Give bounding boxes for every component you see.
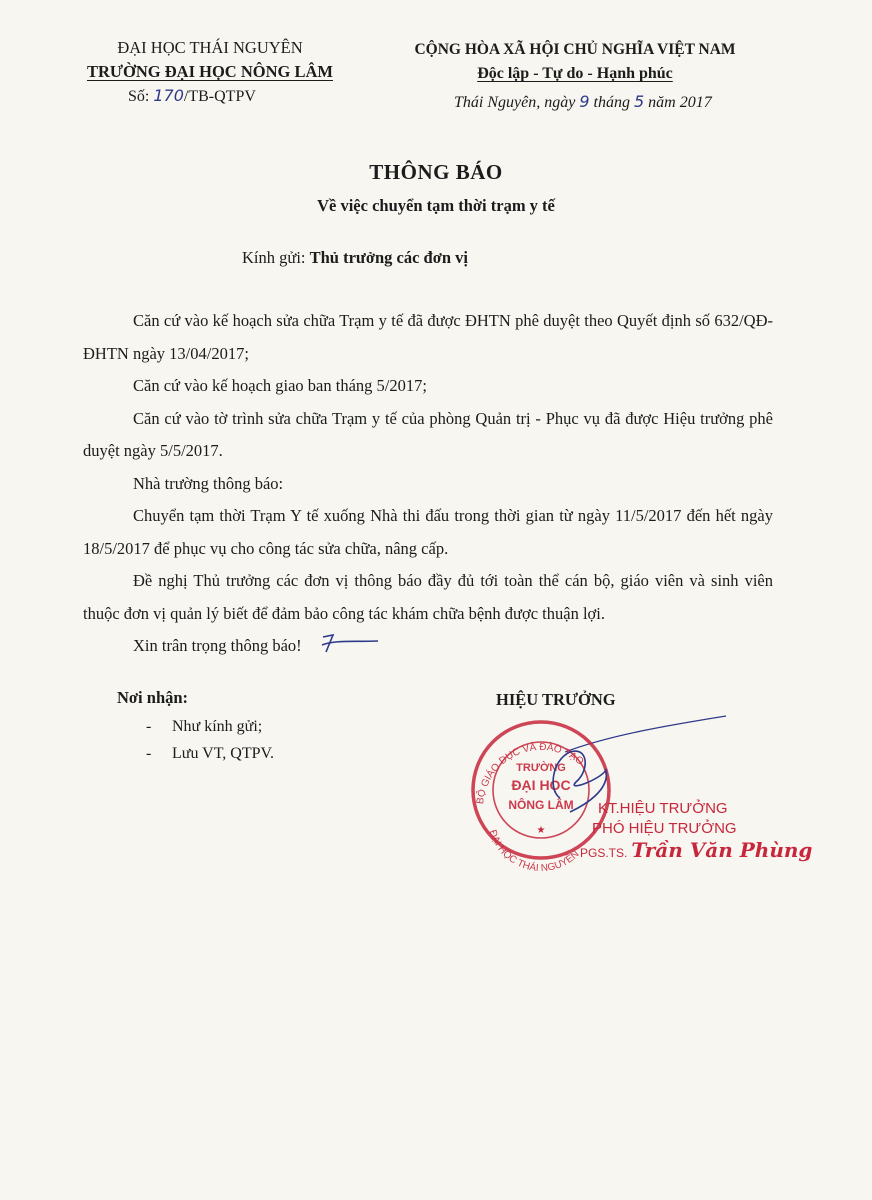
recipients-title: Nơi nhận:: [117, 688, 189, 707]
recipients-item-label: Như kính gửi;: [172, 718, 263, 735]
number-prefix: Số:: [128, 88, 150, 105]
recipients-dash: -: [146, 745, 152, 762]
body-paragraph-5: Chuyển tạm thời Trạm Y tế xuống Nhà thi đấu trong thời gian từ ngày 11/5/2017 đến hết ngày 18/5/2017 để phục vụ cho công tác sửa chữa, nâng cấp.: [83, 506, 773, 558]
body-paragraph-7: Xin trân trọng thông báo!: [133, 636, 302, 655]
recipients-item-label: Lưu VT, QTPV.: [172, 745, 275, 762]
body-paragraph-6: Đề nghị Thủ trưởng các đơn vị thông báo đầy đủ tới toàn thể cán bộ, giáo viên và sinh viên thuộc đơn vị quản lý biết để đảm bảo công tác khám chữa bệnh được thuận lợi.: [83, 571, 773, 623]
svg-text:★: ★: [536, 825, 546, 836]
seal-line-2: ĐẠI HỌC: [511, 777, 571, 793]
month-label: tháng: [593, 94, 630, 111]
signature-name: Trần Văn Phùng: [631, 838, 813, 862]
recipient-value: Thủ trưởng các đơn vị: [309, 248, 468, 267]
national-motto: Độc lập - Tự do - Hạnh phúc: [477, 65, 673, 82]
country-name: CỘNG HÒA XÃ HỘI CHỦ NGHĨA VIỆT NAM: [414, 41, 736, 58]
number-suffix: /TB-QTPV: [183, 88, 256, 105]
recipient-label: Kính gửi:: [242, 248, 306, 267]
date-day-handwritten: 9: [579, 92, 590, 111]
seal-outer-text: BỘ GIÁO DỤC VÀ ĐÀO TẠO: [475, 741, 586, 805]
seal-bottom-text: ĐẠI HỌC THÁI NGUYÊN: [486, 828, 582, 875]
document-title: THÔNG BÁO: [369, 160, 503, 184]
number-handwritten: 170: [153, 86, 184, 105]
body-paragraph-1: Căn cứ vào kế hoạch sửa chữa Trạm y tế đã được ĐHTN phê duyệt theo Quyết định số 632/QĐ-ĐHTN ngày 13/04/2017;: [83, 311, 773, 363]
document-subtitle: Về việc chuyển tạm thời trạm y tế: [317, 196, 555, 215]
signature-role: PHÓ HIỆU TRƯỞNG: [592, 820, 737, 837]
signature-title: HIỆU TRƯỞNG: [496, 690, 616, 709]
year-label: năm 2017: [648, 94, 712, 111]
school-name: TRƯỜNG ĐẠI HỌC NÔNG LÂM: [87, 62, 333, 81]
seal-line-3: NÔNG LÂM: [508, 798, 574, 812]
signature-name-line: [580, 838, 812, 862]
signature-kt: KT.HIỆU TRƯỞNG: [598, 800, 728, 817]
place-date-prefix: Thái Nguyên, ngày: [454, 94, 576, 111]
seal-line-1: TRƯỜNG: [516, 762, 566, 774]
recipients-dash: -: [146, 718, 152, 735]
university-name: ĐẠI HỌC THÁI NGUYÊN: [117, 38, 303, 57]
signature-degree: PGS.TS.: [580, 846, 628, 860]
body-paragraph-4: Nhà trường thông báo:: [133, 473, 284, 493]
body-paragraph-3: Căn cứ vào tờ trình sửa chữa Trạm y tế của phòng Quản trị - Phục vụ đã được Hiệu trưởng phê duyệt ngày 5/5/2017.: [83, 408, 773, 460]
date-month-handwritten: 5: [633, 92, 645, 111]
body-paragraph-2: Căn cứ vào kế hoạch giao ban tháng 5/2017;: [133, 376, 427, 395]
